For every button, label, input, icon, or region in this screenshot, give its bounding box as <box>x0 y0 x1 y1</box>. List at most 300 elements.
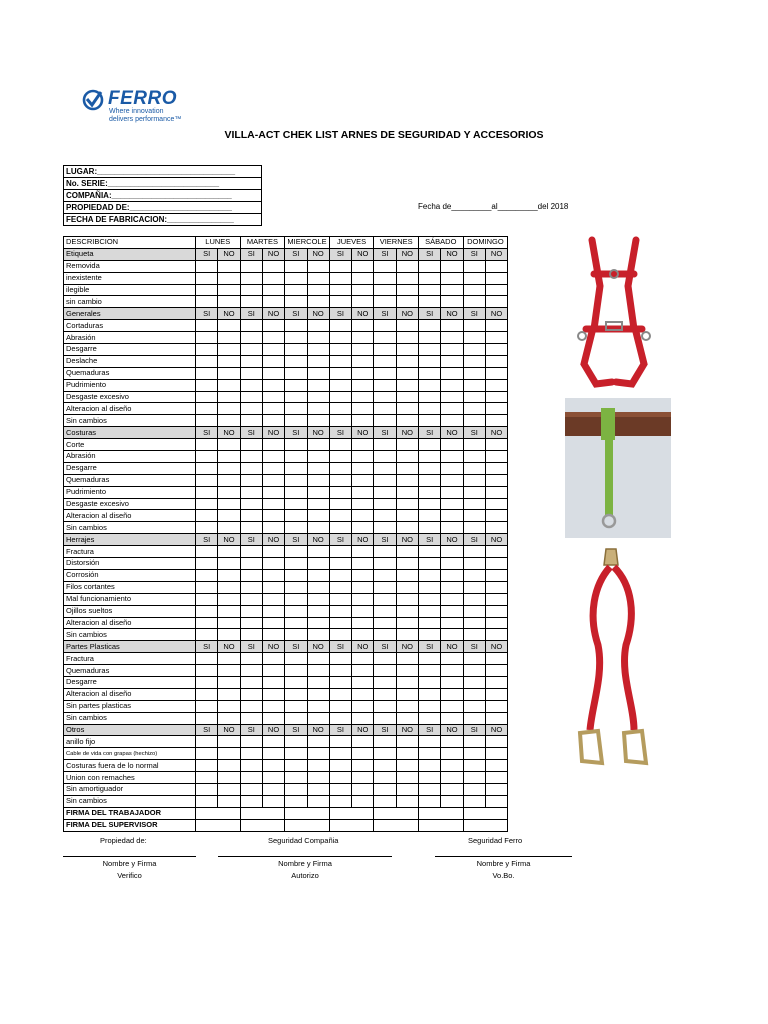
check-cell[interactable] <box>352 284 374 296</box>
check-cell[interactable] <box>262 736 284 748</box>
check-cell[interactable] <box>307 688 329 700</box>
check-cell[interactable] <box>485 569 507 581</box>
check-cell[interactable] <box>196 403 218 415</box>
check-cell[interactable] <box>352 593 374 605</box>
check-cell[interactable] <box>262 332 284 344</box>
check-cell[interactable] <box>307 415 329 427</box>
check-cell[interactable] <box>285 558 307 570</box>
check-cell[interactable] <box>329 320 351 332</box>
check-cell[interactable] <box>307 593 329 605</box>
check-cell[interactable] <box>441 486 463 498</box>
check-cell[interactable] <box>463 379 485 391</box>
check-cell[interactable] <box>307 296 329 308</box>
check-cell[interactable] <box>441 581 463 593</box>
check-cell[interactable] <box>196 569 218 581</box>
check-cell[interactable] <box>307 712 329 724</box>
check-cell[interactable] <box>285 486 307 498</box>
check-cell[interactable] <box>262 688 284 700</box>
check-cell[interactable] <box>396 344 418 356</box>
check-cell[interactable] <box>396 581 418 593</box>
check-cell[interactable] <box>418 629 440 641</box>
check-cell[interactable] <box>285 510 307 522</box>
check-cell[interactable] <box>218 700 240 712</box>
check-cell[interactable] <box>307 617 329 629</box>
check-cell[interactable] <box>463 462 485 474</box>
check-cell[interactable] <box>196 605 218 617</box>
check-cell[interactable] <box>352 665 374 677</box>
check-cell[interactable] <box>396 379 418 391</box>
check-cell[interactable] <box>218 284 240 296</box>
check-cell[interactable] <box>329 403 351 415</box>
check-cell[interactable] <box>374 474 396 486</box>
check-cell[interactable] <box>418 558 440 570</box>
check-cell[interactable] <box>218 415 240 427</box>
check-cell[interactable] <box>307 605 329 617</box>
signature-cell[interactable] <box>285 807 330 819</box>
check-cell[interactable] <box>463 391 485 403</box>
check-cell[interactable] <box>441 546 463 558</box>
check-cell[interactable] <box>418 474 440 486</box>
check-cell[interactable] <box>374 629 396 641</box>
check-cell[interactable] <box>441 653 463 665</box>
check-cell[interactable] <box>441 451 463 463</box>
check-cell[interactable] <box>218 260 240 272</box>
check-cell[interactable] <box>329 260 351 272</box>
check-cell[interactable] <box>352 783 374 795</box>
check-cell[interactable] <box>441 593 463 605</box>
check-cell[interactable] <box>329 688 351 700</box>
check-cell[interactable] <box>418 581 440 593</box>
check-cell[interactable] <box>352 760 374 772</box>
check-cell[interactable] <box>418 403 440 415</box>
check-cell[interactable] <box>218 320 240 332</box>
check-cell[interactable] <box>218 272 240 284</box>
check-cell[interactable] <box>463 617 485 629</box>
check-cell[interactable] <box>262 260 284 272</box>
check-cell[interactable] <box>196 332 218 344</box>
check-cell[interactable] <box>218 795 240 807</box>
check-cell[interactable] <box>196 795 218 807</box>
check-cell[interactable] <box>262 474 284 486</box>
check-cell[interactable] <box>374 581 396 593</box>
signature-cell[interactable] <box>240 807 285 819</box>
check-cell[interactable] <box>485 700 507 712</box>
check-cell[interactable] <box>196 522 218 534</box>
check-cell[interactable] <box>218 510 240 522</box>
check-cell[interactable] <box>218 629 240 641</box>
check-cell[interactable] <box>240 486 262 498</box>
check-cell[interactable] <box>218 772 240 784</box>
check-cell[interactable] <box>285 605 307 617</box>
check-cell[interactable] <box>240 629 262 641</box>
check-cell[interactable] <box>240 736 262 748</box>
check-cell[interactable] <box>396 760 418 772</box>
check-cell[interactable] <box>374 522 396 534</box>
check-cell[interactable] <box>196 736 218 748</box>
check-cell[interactable] <box>307 439 329 451</box>
check-cell[interactable] <box>240 688 262 700</box>
check-cell[interactable] <box>262 593 284 605</box>
check-cell[interactable] <box>418 605 440 617</box>
check-cell[interactable] <box>441 617 463 629</box>
check-cell[interactable] <box>352 772 374 784</box>
check-cell[interactable] <box>463 653 485 665</box>
check-cell[interactable] <box>441 379 463 391</box>
check-cell[interactable] <box>485 783 507 795</box>
check-cell[interactable] <box>240 320 262 332</box>
check-cell[interactable] <box>396 688 418 700</box>
check-cell[interactable] <box>329 665 351 677</box>
check-cell[interactable] <box>218 474 240 486</box>
check-cell[interactable] <box>329 522 351 534</box>
check-cell[interactable] <box>352 367 374 379</box>
check-cell[interactable] <box>485 451 507 463</box>
check-cell[interactable] <box>196 439 218 451</box>
check-cell[interactable] <box>463 260 485 272</box>
check-cell[interactable] <box>240 391 262 403</box>
check-cell[interactable] <box>441 474 463 486</box>
check-cell[interactable] <box>262 284 284 296</box>
check-cell[interactable] <box>196 391 218 403</box>
check-cell[interactable] <box>396 676 418 688</box>
check-cell[interactable] <box>352 462 374 474</box>
check-cell[interactable] <box>441 665 463 677</box>
check-cell[interactable] <box>307 260 329 272</box>
check-cell[interactable] <box>285 772 307 784</box>
check-cell[interactable] <box>285 783 307 795</box>
check-cell[interactable] <box>441 320 463 332</box>
check-cell[interactable] <box>374 688 396 700</box>
check-cell[interactable] <box>485 498 507 510</box>
check-cell[interactable] <box>329 474 351 486</box>
check-cell[interactable] <box>396 284 418 296</box>
check-cell[interactable] <box>418 700 440 712</box>
check-cell[interactable] <box>196 700 218 712</box>
check-cell[interactable] <box>240 748 262 760</box>
check-cell[interactable] <box>240 462 262 474</box>
check-cell[interactable] <box>218 451 240 463</box>
check-cell[interactable] <box>418 522 440 534</box>
check-cell[interactable] <box>441 748 463 760</box>
check-cell[interactable] <box>329 344 351 356</box>
check-cell[interactable] <box>418 510 440 522</box>
check-cell[interactable] <box>352 498 374 510</box>
check-cell[interactable] <box>463 546 485 558</box>
check-cell[interactable] <box>285 439 307 451</box>
check-cell[interactable] <box>396 296 418 308</box>
field-serie[interactable]: No. SERIE:_________________________ <box>64 178 262 190</box>
check-cell[interactable] <box>329 795 351 807</box>
check-cell[interactable] <box>396 712 418 724</box>
check-cell[interactable] <box>374 605 396 617</box>
check-cell[interactable] <box>463 522 485 534</box>
check-cell[interactable] <box>485 760 507 772</box>
check-cell[interactable] <box>396 795 418 807</box>
check-cell[interactable] <box>441 569 463 581</box>
check-cell[interactable] <box>218 486 240 498</box>
check-cell[interactable] <box>485 593 507 605</box>
check-cell[interactable] <box>463 760 485 772</box>
check-cell[interactable] <box>396 367 418 379</box>
check-cell[interactable] <box>396 522 418 534</box>
check-cell[interactable] <box>441 760 463 772</box>
check-cell[interactable] <box>418 653 440 665</box>
check-cell[interactable] <box>418 296 440 308</box>
check-cell[interactable] <box>374 296 396 308</box>
check-cell[interactable] <box>262 344 284 356</box>
check-cell[interactable] <box>196 486 218 498</box>
check-cell[interactable] <box>240 712 262 724</box>
check-cell[interactable] <box>418 760 440 772</box>
check-cell[interactable] <box>262 462 284 474</box>
check-cell[interactable] <box>218 379 240 391</box>
check-cell[interactable] <box>307 629 329 641</box>
check-cell[interactable] <box>374 260 396 272</box>
check-cell[interactable] <box>218 748 240 760</box>
check-cell[interactable] <box>196 783 218 795</box>
check-cell[interactable] <box>418 272 440 284</box>
check-cell[interactable] <box>307 272 329 284</box>
check-cell[interactable] <box>196 462 218 474</box>
check-cell[interactable] <box>218 332 240 344</box>
check-cell[interactable] <box>307 676 329 688</box>
check-cell[interactable] <box>218 296 240 308</box>
check-cell[interactable] <box>329 760 351 772</box>
check-cell[interactable] <box>285 688 307 700</box>
check-cell[interactable] <box>240 569 262 581</box>
check-cell[interactable] <box>218 581 240 593</box>
check-cell[interactable] <box>441 795 463 807</box>
check-cell[interactable] <box>218 558 240 570</box>
check-cell[interactable] <box>240 498 262 510</box>
check-cell[interactable] <box>396 355 418 367</box>
check-cell[interactable] <box>396 451 418 463</box>
check-cell[interactable] <box>352 795 374 807</box>
check-cell[interactable] <box>262 795 284 807</box>
check-cell[interactable] <box>196 593 218 605</box>
check-cell[interactable] <box>374 332 396 344</box>
check-cell[interactable] <box>418 783 440 795</box>
check-cell[interactable] <box>285 296 307 308</box>
check-cell[interactable] <box>352 403 374 415</box>
check-cell[interactable] <box>329 569 351 581</box>
check-cell[interactable] <box>285 629 307 641</box>
check-cell[interactable] <box>396 260 418 272</box>
check-cell[interactable] <box>307 284 329 296</box>
check-cell[interactable] <box>307 486 329 498</box>
check-cell[interactable] <box>285 665 307 677</box>
signature-cell[interactable] <box>418 807 463 819</box>
check-cell[interactable] <box>240 676 262 688</box>
check-cell[interactable] <box>262 272 284 284</box>
check-cell[interactable] <box>485 367 507 379</box>
check-cell[interactable] <box>352 748 374 760</box>
check-cell[interactable] <box>418 391 440 403</box>
check-cell[interactable] <box>196 629 218 641</box>
check-cell[interactable] <box>374 379 396 391</box>
check-cell[interactable] <box>418 451 440 463</box>
check-cell[interactable] <box>352 736 374 748</box>
check-cell[interactable] <box>240 510 262 522</box>
check-cell[interactable] <box>396 391 418 403</box>
check-cell[interactable] <box>418 367 440 379</box>
check-cell[interactable] <box>374 415 396 427</box>
check-cell[interactable] <box>374 712 396 724</box>
check-cell[interactable] <box>196 712 218 724</box>
check-cell[interactable] <box>285 522 307 534</box>
check-cell[interactable] <box>352 581 374 593</box>
check-cell[interactable] <box>463 284 485 296</box>
check-cell[interactable] <box>262 367 284 379</box>
check-cell[interactable] <box>307 332 329 344</box>
check-cell[interactable] <box>329 439 351 451</box>
check-cell[interactable] <box>463 688 485 700</box>
check-cell[interactable] <box>485 665 507 677</box>
check-cell[interactable] <box>285 795 307 807</box>
check-cell[interactable] <box>329 451 351 463</box>
check-cell[interactable] <box>352 605 374 617</box>
check-cell[interactable] <box>396 320 418 332</box>
check-cell[interactable] <box>352 391 374 403</box>
check-cell[interactable] <box>262 439 284 451</box>
signature-cell[interactable] <box>463 807 508 819</box>
check-cell[interactable] <box>463 605 485 617</box>
check-cell[interactable] <box>463 772 485 784</box>
check-cell[interactable] <box>307 700 329 712</box>
check-cell[interactable] <box>485 522 507 534</box>
check-cell[interactable] <box>463 272 485 284</box>
check-cell[interactable] <box>329 355 351 367</box>
check-cell[interactable] <box>285 760 307 772</box>
check-cell[interactable] <box>307 451 329 463</box>
check-cell[interactable] <box>285 653 307 665</box>
check-cell[interactable] <box>285 355 307 367</box>
check-cell[interactable] <box>196 760 218 772</box>
check-cell[interactable] <box>329 783 351 795</box>
check-cell[interactable] <box>441 676 463 688</box>
check-cell[interactable] <box>485 795 507 807</box>
check-cell[interactable] <box>418 320 440 332</box>
check-cell[interactable] <box>485 629 507 641</box>
check-cell[interactable] <box>285 546 307 558</box>
check-cell[interactable] <box>196 284 218 296</box>
check-cell[interactable] <box>285 391 307 403</box>
check-cell[interactable] <box>285 617 307 629</box>
check-cell[interactable] <box>463 498 485 510</box>
check-cell[interactable] <box>329 558 351 570</box>
check-cell[interactable] <box>418 593 440 605</box>
check-cell[interactable] <box>374 320 396 332</box>
check-cell[interactable] <box>396 783 418 795</box>
check-cell[interactable] <box>285 272 307 284</box>
check-cell[interactable] <box>463 355 485 367</box>
check-cell[interactable] <box>485 474 507 486</box>
check-cell[interactable] <box>396 629 418 641</box>
check-cell[interactable] <box>240 260 262 272</box>
check-cell[interactable] <box>307 653 329 665</box>
check-cell[interactable] <box>374 355 396 367</box>
check-cell[interactable] <box>240 605 262 617</box>
check-cell[interactable] <box>374 403 396 415</box>
check-cell[interactable] <box>396 605 418 617</box>
check-cell[interactable] <box>352 629 374 641</box>
check-cell[interactable] <box>218 344 240 356</box>
check-cell[interactable] <box>240 415 262 427</box>
check-cell[interactable] <box>285 451 307 463</box>
check-cell[interactable] <box>396 593 418 605</box>
check-cell[interactable] <box>441 783 463 795</box>
check-cell[interactable] <box>307 344 329 356</box>
check-cell[interactable] <box>374 736 396 748</box>
check-cell[interactable] <box>218 462 240 474</box>
check-cell[interactable] <box>485 320 507 332</box>
check-cell[interactable] <box>218 546 240 558</box>
check-cell[interactable] <box>218 593 240 605</box>
check-cell[interactable] <box>441 415 463 427</box>
check-cell[interactable] <box>463 795 485 807</box>
check-cell[interactable] <box>396 617 418 629</box>
check-cell[interactable] <box>374 593 396 605</box>
check-cell[interactable] <box>262 451 284 463</box>
signature-cell[interactable] <box>463 819 508 831</box>
check-cell[interactable] <box>418 617 440 629</box>
check-cell[interactable] <box>196 748 218 760</box>
check-cell[interactable] <box>262 665 284 677</box>
check-cell[interactable] <box>374 653 396 665</box>
check-cell[interactable] <box>262 783 284 795</box>
check-cell[interactable] <box>285 748 307 760</box>
check-cell[interactable] <box>329 498 351 510</box>
check-cell[interactable] <box>441 700 463 712</box>
check-cell[interactable] <box>418 688 440 700</box>
check-cell[interactable] <box>307 498 329 510</box>
check-cell[interactable] <box>374 439 396 451</box>
check-cell[interactable] <box>218 498 240 510</box>
check-cell[interactable] <box>196 474 218 486</box>
check-cell[interactable] <box>396 748 418 760</box>
check-cell[interactable] <box>418 498 440 510</box>
check-cell[interactable] <box>285 379 307 391</box>
check-cell[interactable] <box>262 558 284 570</box>
check-cell[interactable] <box>352 451 374 463</box>
check-cell[interactable] <box>329 272 351 284</box>
check-cell[interactable] <box>441 367 463 379</box>
signature-cell[interactable] <box>196 819 241 831</box>
check-cell[interactable] <box>240 558 262 570</box>
check-cell[interactable] <box>352 272 374 284</box>
check-cell[interactable] <box>240 653 262 665</box>
check-cell[interactable] <box>307 736 329 748</box>
check-cell[interactable] <box>463 367 485 379</box>
field-propiedad[interactable]: PROPIEDAD DE:_______________________ <box>64 202 262 214</box>
check-cell[interactable] <box>218 439 240 451</box>
check-cell[interactable] <box>352 355 374 367</box>
check-cell[interactable] <box>374 676 396 688</box>
check-cell[interactable] <box>485 284 507 296</box>
check-cell[interactable] <box>196 296 218 308</box>
check-cell[interactable] <box>307 772 329 784</box>
check-cell[interactable] <box>418 439 440 451</box>
check-cell[interactable] <box>485 748 507 760</box>
check-cell[interactable] <box>218 355 240 367</box>
check-cell[interactable] <box>374 510 396 522</box>
check-cell[interactable] <box>307 403 329 415</box>
check-cell[interactable] <box>240 332 262 344</box>
check-cell[interactable] <box>218 736 240 748</box>
check-cell[interactable] <box>352 320 374 332</box>
check-cell[interactable] <box>329 415 351 427</box>
check-cell[interactable] <box>307 569 329 581</box>
